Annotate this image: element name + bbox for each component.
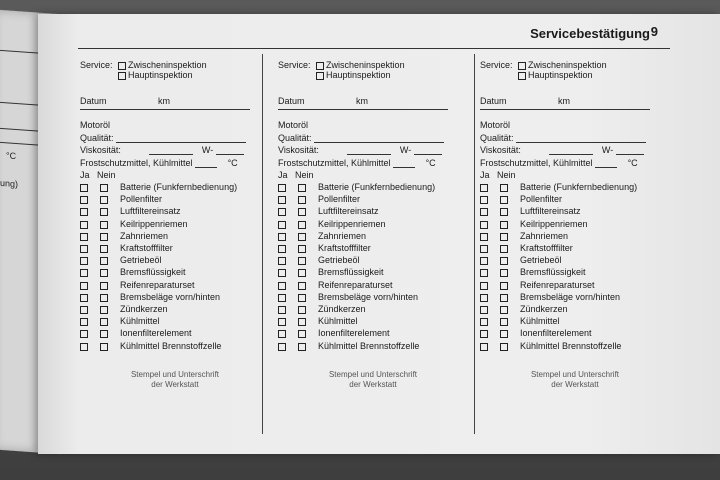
stamp-line-1: Stempel und Unterschrift [130, 370, 220, 379]
nein-checkbox[interactable] [298, 330, 306, 338]
stamp-line-2: der Werkstatt [151, 380, 199, 389]
nein-checkbox[interactable] [500, 184, 508, 192]
ja-checkbox[interactable] [480, 196, 488, 204]
ja-checkbox[interactable] [480, 184, 488, 192]
nein-checkbox[interactable] [500, 233, 508, 241]
ja-checkbox[interactable] [278, 245, 286, 253]
nein-checkbox[interactable] [100, 330, 108, 338]
viskositaet-field[interactable] [149, 154, 193, 155]
km-label: km [558, 96, 570, 106]
checklist-item-label: Luftfiltereinsatz [520, 206, 581, 217]
checklist-item-label: Kraftstofffilter [120, 243, 173, 253]
left-page-fragment: ung) [0, 177, 19, 190]
stamp-line-2: der Werkstatt [551, 380, 599, 389]
ja-label: Ja [278, 170, 288, 180]
nein-checkbox[interactable] [298, 343, 306, 351]
motoroel-label: Motoröl [480, 120, 511, 130]
checklist-item-label: Kühlmittel Brennstoffzelle [120, 340, 222, 351]
nein-checkbox[interactable] [298, 294, 306, 302]
page-number: 9 [650, 24, 658, 39]
hauptinspektion-label: Hauptinspektion [128, 70, 193, 80]
ja-checkbox[interactable] [480, 282, 488, 290]
checklist-item-label: Bremsflüssigkeit [318, 267, 384, 278]
km-label: km [356, 96, 368, 106]
left-page-fragment: °C [6, 150, 17, 162]
datum-row [480, 96, 570, 106]
w-field[interactable] [216, 154, 244, 155]
nein-checkbox[interactable] [100, 233, 108, 241]
checklist-item-label: Kühlmittel [120, 316, 160, 327]
service-page [38, 14, 720, 454]
nein-checkbox[interactable] [298, 208, 306, 216]
hauptinspektion-checkbox[interactable] [118, 72, 126, 80]
ja-checkbox[interactable] [278, 282, 286, 290]
qualitaet-label: Qualität: [278, 133, 312, 143]
nein-checkbox[interactable] [298, 245, 306, 253]
ja-checkbox[interactable] [278, 233, 286, 241]
frost-field[interactable] [195, 167, 217, 168]
ja-nein-header [480, 170, 516, 180]
qualitaet-label: Qualität: [80, 133, 114, 143]
checklist-item-label: Reifenreparaturset [318, 279, 393, 290]
column-divider [474, 54, 475, 434]
viskositaet-row [480, 145, 644, 155]
ja-checkbox[interactable] [80, 269, 88, 277]
nein-label: Nein [497, 170, 516, 180]
service-label: Service: [480, 60, 513, 70]
qualitaet-label: Qualität: [480, 133, 514, 143]
nein-checkbox[interactable] [298, 184, 306, 192]
qualitaet-field[interactable] [314, 142, 444, 143]
checklist-item-label: Zündkerzen [120, 304, 168, 314]
service-type-row [80, 60, 207, 70]
nein-checkbox[interactable] [500, 343, 508, 351]
checklist-item-label: Zahnriemen [520, 230, 569, 241]
w-label: W- [399, 145, 412, 155]
zwischeninspektion-checkbox[interactable] [118, 62, 126, 70]
service-type-row [480, 60, 607, 70]
frost-field[interactable] [393, 167, 415, 168]
stamp-line-1: Stempel und Unterschrift [328, 370, 418, 379]
ja-checkbox[interactable] [278, 318, 286, 326]
ja-label: Ja [80, 170, 90, 180]
service-column-1 [80, 58, 270, 438]
page-title: Servicebestätigung [530, 26, 650, 41]
service-type-row-2 [518, 70, 593, 80]
checklist-item-label: Zündkerzen [318, 304, 366, 314]
nein-label: Nein [97, 170, 116, 180]
w-label: W- [201, 145, 214, 155]
hauptinspektion-checkbox[interactable] [316, 72, 324, 80]
service-type-row-2 [118, 70, 193, 80]
checklist-item-label: Kraftstofffilter [318, 243, 371, 253]
datum-line [80, 109, 250, 110]
w-field[interactable] [414, 154, 442, 155]
nein-checkbox[interactable] [100, 282, 108, 290]
ja-checkbox[interactable] [480, 221, 488, 229]
nein-checkbox[interactable] [100, 306, 108, 314]
nein-checkbox[interactable] [298, 282, 306, 290]
ja-nein-header [278, 170, 314, 180]
frost-row [480, 158, 638, 168]
checklist-item-label: Ionenfilterelement [520, 328, 592, 339]
service-type-row [278, 60, 405, 70]
datum-line [278, 109, 448, 110]
nein-checkbox[interactable] [500, 306, 508, 314]
checklist-item-label: Keilrippenriemen [520, 218, 588, 229]
checklist-item-label: Batterie (Funkfernbedienung) [120, 182, 238, 192]
checklist-item-label: Pollenfilter [318, 194, 361, 205]
checklist-item-label: Keilrippenriemen [318, 218, 386, 229]
ja-checkbox[interactable] [80, 184, 88, 192]
qualitaet-field[interactable] [116, 142, 246, 143]
viskositaet-label: Viskosität: [278, 145, 319, 155]
nein-checkbox[interactable] [100, 208, 108, 216]
ja-checkbox[interactable] [80, 294, 88, 302]
ja-checkbox[interactable] [80, 330, 88, 338]
ja-checkbox[interactable] [278, 269, 286, 277]
zwischeninspektion-label: Zwischeninspektion [528, 60, 607, 70]
frost-label: Frostschutzmittel, Kühlmittel [278, 158, 391, 168]
datum-label: Datum [480, 96, 507, 106]
nein-checkbox[interactable] [500, 257, 508, 265]
checklist-item-label: Bremsflüssigkeit [120, 267, 186, 278]
checklist-item-label: Zahnriemen [120, 230, 169, 241]
hauptinspektion-label: Hauptinspektion [326, 70, 391, 80]
nein-checkbox[interactable] [298, 221, 306, 229]
nein-checkbox[interactable] [100, 184, 108, 192]
ja-checkbox[interactable] [80, 196, 88, 204]
checklist-item-label: Kühlmittel Brennstoffzelle [318, 340, 420, 351]
nein-checkbox[interactable] [100, 318, 108, 326]
checklist-item-label: Kühlmittel Brennstoffzelle [520, 340, 622, 351]
ja-checkbox[interactable] [80, 233, 88, 241]
ja-checkbox[interactable] [278, 196, 286, 204]
checklist-item-label: Reifenreparaturset [120, 279, 195, 290]
nein-checkbox[interactable] [500, 282, 508, 290]
checklist-item-label: Bremsbeläge vorn/hinten [120, 291, 221, 302]
nein-checkbox[interactable] [100, 269, 108, 277]
checklist-item-label: Luftfiltereinsatz [318, 206, 379, 217]
km-label: km [158, 96, 170, 106]
viskositaet-field[interactable] [347, 154, 391, 155]
qualitaet-row [480, 133, 646, 143]
checklist-item-label: Kühlmittel [318, 316, 358, 327]
frost-row [278, 158, 436, 168]
checklist-item-label: Pollenfilter [520, 194, 563, 205]
viskositaet-label: Viskosität: [80, 145, 121, 155]
ja-checkbox[interactable] [278, 184, 286, 192]
ja-checkbox[interactable] [480, 294, 488, 302]
nein-label: Nein [295, 170, 314, 180]
datum-label: Datum [80, 96, 107, 106]
checklist-item-label: Pollenfilter [120, 194, 163, 205]
service-label: Service: [278, 60, 311, 70]
checklist-item-label: Reifenreparaturset [520, 279, 595, 290]
viskositaet-label: Viskosität: [480, 145, 521, 155]
nein-checkbox[interactable] [100, 343, 108, 351]
nein-checkbox[interactable] [100, 294, 108, 302]
ja-checkbox[interactable] [278, 208, 286, 216]
hauptinspektion-label: Hauptinspektion [528, 70, 593, 80]
ja-checkbox[interactable] [278, 257, 286, 265]
nein-checkbox[interactable] [500, 294, 508, 302]
nein-checkbox[interactable] [500, 221, 508, 229]
ja-checkbox[interactable] [80, 257, 88, 265]
qualitaet-field[interactable] [516, 142, 646, 143]
viskositaet-field[interactable] [549, 154, 593, 155]
checklist-item-label: Zahnriemen [318, 230, 367, 241]
ja-checkbox[interactable] [480, 208, 488, 216]
celsius-label: °C [227, 158, 238, 168]
ja-checkbox[interactable] [480, 245, 488, 253]
frost-field[interactable] [595, 167, 617, 168]
checklist-item-label: Bremsbeläge vorn/hinten [318, 291, 419, 302]
ja-checkbox[interactable] [278, 294, 286, 302]
checklist-item-label: Getriebeöl [120, 255, 162, 266]
checklist-item-label: Kraftstofffilter [520, 243, 573, 253]
ja-checkbox[interactable] [278, 343, 286, 351]
nein-checkbox[interactable] [298, 318, 306, 326]
stamp-line-2: der Werkstatt [349, 380, 397, 389]
zwischeninspektion-label: Zwischeninspektion [128, 60, 207, 70]
qualitaet-row [80, 133, 246, 143]
nein-checkbox[interactable] [298, 233, 306, 241]
motoroel-label: Motoröl [278, 120, 309, 130]
celsius-label: °C [425, 158, 436, 168]
nein-checkbox[interactable] [500, 330, 508, 338]
ja-checkbox[interactable] [80, 318, 88, 326]
nein-checkbox[interactable] [500, 208, 508, 216]
ja-checkbox[interactable] [80, 208, 88, 216]
nein-checkbox[interactable] [100, 257, 108, 265]
checklist-item-label: Batterie (Funkfernbedienung) [520, 182, 638, 192]
service-type-row-2 [316, 70, 391, 80]
nein-checkbox[interactable] [298, 257, 306, 265]
ja-checkbox[interactable] [480, 330, 488, 338]
nein-checkbox[interactable] [100, 221, 108, 229]
viskositaet-row [278, 145, 442, 155]
stamp-line-1: Stempel und Unterschrift [530, 370, 620, 379]
ja-label: Ja [480, 170, 490, 180]
nein-checkbox[interactable] [298, 196, 306, 204]
datum-row [278, 96, 368, 106]
checklist-item-label: Keilrippenriemen [120, 218, 188, 229]
motoroel-label: Motoröl [80, 120, 111, 130]
header-rule [78, 48, 670, 49]
checklist-item-label: Zündkerzen [520, 304, 568, 314]
ja-checkbox[interactable] [278, 221, 286, 229]
nein-checkbox[interactable] [500, 318, 508, 326]
datum-label: Datum [278, 96, 305, 106]
ja-checkbox[interactable] [480, 233, 488, 241]
nein-checkbox[interactable] [100, 245, 108, 253]
celsius-label: °C [627, 158, 638, 168]
zwischeninspektion-checkbox[interactable] [518, 62, 526, 70]
nein-checkbox[interactable] [298, 306, 306, 314]
viskositaet-row [80, 145, 244, 155]
datum-row [80, 96, 170, 106]
ja-checkbox[interactable] [80, 282, 88, 290]
ja-checkbox[interactable] [80, 306, 88, 314]
nein-checkbox[interactable] [298, 269, 306, 277]
ja-checkbox[interactable] [480, 343, 488, 351]
hauptinspektion-checkbox[interactable] [518, 72, 526, 80]
ja-checkbox[interactable] [480, 306, 488, 314]
checklist-item-label: Bremsflüssigkeit [520, 267, 586, 278]
qualitaet-row [278, 133, 444, 143]
w-field[interactable] [616, 154, 644, 155]
checklist-item-label: Bremsbeläge vorn/hinten [520, 291, 621, 302]
checklist-item-label: Ionenfilterelement [120, 328, 192, 339]
zwischeninspektion-label: Zwischeninspektion [326, 60, 405, 70]
ja-nein-header [80, 170, 116, 180]
ja-checkbox[interactable] [80, 221, 88, 229]
ja-checkbox[interactable] [80, 343, 88, 351]
frost-label: Frostschutzmittel, Kühlmittel [80, 158, 193, 168]
frost-row [80, 158, 238, 168]
nein-checkbox[interactable] [500, 269, 508, 277]
zwischeninspektion-checkbox[interactable] [316, 62, 324, 70]
checklist-item-label: Getriebeöl [318, 255, 360, 266]
w-label: W- [601, 145, 614, 155]
checklist-item-label: Batterie (Funkfernbedienung) [318, 182, 436, 192]
ja-checkbox[interactable] [480, 318, 488, 326]
ja-checkbox[interactable] [278, 306, 286, 314]
checklist-item-label: Luftfiltereinsatz [120, 206, 181, 217]
service-label: Service: [80, 60, 113, 70]
service-column-2 [278, 58, 468, 438]
ja-checkbox[interactable] [480, 269, 488, 277]
ja-checkbox[interactable] [278, 330, 286, 338]
nein-checkbox[interactable] [500, 196, 508, 204]
nein-checkbox[interactable] [500, 245, 508, 253]
ja-checkbox[interactable] [80, 245, 88, 253]
checklist-item-label: Getriebeöl [520, 255, 562, 266]
datum-line [480, 109, 650, 110]
nein-checkbox[interactable] [100, 196, 108, 204]
checklist-item-label: Ionenfilterelement [318, 328, 390, 339]
service-column-3 [480, 58, 670, 438]
checklist-item-label: Kühlmittel [520, 316, 560, 327]
ja-checkbox[interactable] [480, 257, 488, 265]
frost-label: Frostschutzmittel, Kühlmittel [480, 158, 593, 168]
